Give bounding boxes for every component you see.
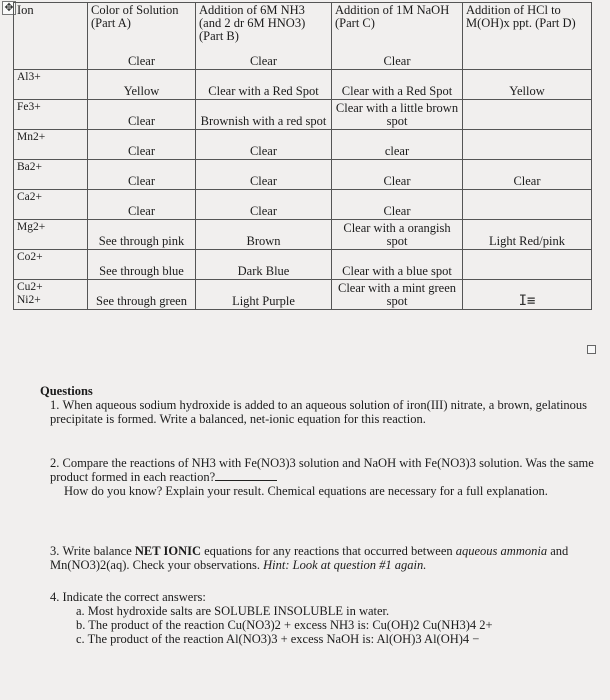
- naoh-cell[interactable]: Clear with a little brown spot: [332, 100, 463, 130]
- questions-section: [40, 384, 595, 646]
- table-row: [14, 160, 592, 190]
- hcl-cell[interactable]: [463, 130, 592, 160]
- ion-cell: Al3+: [14, 70, 88, 100]
- header-naoh: Addition of 1M NaOH (Part C) Clear: [332, 3, 463, 70]
- color-cell[interactable]: See through blue: [88, 250, 196, 280]
- nh3-cell[interactable]: Brown: [196, 220, 332, 250]
- questions-title: Questions: [40, 384, 93, 398]
- color-cell[interactable]: Clear: [88, 190, 196, 220]
- color-cell[interactable]: Clear: [88, 160, 196, 190]
- naoh-cell[interactable]: Clear with a blue spot: [332, 250, 463, 280]
- table-move-handle-icon[interactable]: ✥: [2, 1, 16, 15]
- text-cursor-icon[interactable]: I≡: [463, 280, 592, 310]
- nh3-cell[interactable]: Clear: [196, 160, 332, 190]
- table-row: [14, 100, 592, 130]
- naoh-cell[interactable]: Clear with a orangish spot: [332, 220, 463, 250]
- hcl-cell[interactable]: Clear: [463, 160, 592, 190]
- ion-cell: Cu2+ Ni2+: [14, 280, 88, 310]
- ion-cell: Mn2+: [14, 130, 88, 160]
- ion-cell: Fe3+: [14, 100, 88, 130]
- table-row: [14, 280, 592, 310]
- question-2: 2. Compare the reactions of NH3 with Fe(NO3)3 solution and NaOH with Fe(NO3)3 solution. Was the same product formed in each reaction? How do you know? Explain your result. Chemical equations are necessary for a full explanation.: [50, 456, 594, 498]
- table-resize-handle-icon[interactable]: [587, 345, 596, 354]
- question-4: 4. Indicate the correct answers: a. Most hydroxide salts are SOLUBLE INSOLUBLE in water. b. The product of the reaction Cu(NO3)2 + excess NH3 is: Cu(OH)2 Cu(NH3)4 2+ c. The product of the reaction Al(NO3)3 + excess NaOH is: Al(OH)3 Al(OH)4 −: [50, 590, 595, 646]
- question-2-text: Compare the reactions of NH3 with Fe(NO3)3 solution and NaOH with Fe(NO3)3 solution. Was the same product formed in each reaction?: [50, 456, 594, 484]
- header-hcl: Addition of HCl to M(OH)x ppt. (Part D): [463, 3, 592, 70]
- question-2-explain: How do you know? Explain your result. Chemical equations are necessary for a full explanation.: [64, 484, 548, 498]
- header-color: Color of Solution (Part A) Clear: [88, 3, 196, 70]
- question-4a[interactable]: a. Most hydroxide salts are SOLUBLE INSOLUBLE in water.: [76, 604, 390, 618]
- color-cell[interactable]: See through green: [88, 280, 196, 310]
- table-row: [14, 130, 592, 160]
- nh3-cell[interactable]: Brownish with a red spot: [196, 100, 332, 130]
- naoh-cell[interactable]: Clear with a Red Spot: [332, 70, 463, 100]
- color-cell[interactable]: See through pink: [88, 220, 196, 250]
- nh3-cell[interactable]: Clear: [196, 130, 332, 160]
- table-row: [14, 250, 592, 280]
- naoh-cell[interactable]: Clear with a mint green spot: [332, 280, 463, 310]
- question-4b[interactable]: b. The product of the reaction Cu(NO3)2 + excess NH3 is: Cu(OH)2 Cu(NH3)4 2+: [76, 618, 493, 632]
- question-4c[interactable]: c. The product of the reaction Al(NO3)3 + excess NaOH is: Al(OH)3 Al(OH)4 −: [76, 632, 480, 646]
- question-3: 3. Write balance NET IONIC equations for any reactions that occurred between aqueous ammonia and Mn(NO3)2(aq). Check your observations. Hint: Look at question #1 again.: [50, 544, 569, 572]
- table-row: [14, 190, 592, 220]
- color-cell[interactable]: Yellow: [88, 70, 196, 100]
- ion-cell: Ba2+: [14, 160, 88, 190]
- hcl-cell[interactable]: [463, 100, 592, 130]
- header-nh3: Addition of 6M NH3 (and 2 dr 6M HNO3) (Part B) Clear: [196, 3, 332, 70]
- nh3-cell[interactable]: Dark Blue: [196, 250, 332, 280]
- hcl-cell[interactable]: Light Red/pink: [463, 220, 592, 250]
- color-cell[interactable]: Clear: [88, 130, 196, 160]
- observation-table: [13, 2, 592, 310]
- nh3-cell[interactable]: Clear: [196, 190, 332, 220]
- nh3-cell[interactable]: Clear with a Red Spot: [196, 70, 332, 100]
- hcl-cell[interactable]: Yellow: [463, 70, 592, 100]
- ion-cell: Co2+: [14, 250, 88, 280]
- answer-blank[interactable]: [215, 470, 277, 481]
- ion-cell: Mg2+: [14, 220, 88, 250]
- naoh-cell[interactable]: clear: [332, 130, 463, 160]
- ion-cell: Ca2+: [14, 190, 88, 220]
- naoh-cell[interactable]: Clear: [332, 160, 463, 190]
- question-1-text: When aqueous sodium hydroxide is added to an aqueous solution of iron(III) nitrate, a brown, gelatinous precipitate is formed. Write a balanced, net-ionic equation for this reaction.: [50, 398, 588, 426]
- table-row: [14, 220, 592, 250]
- color-cell[interactable]: Clear: [88, 100, 196, 130]
- question-1: 1. When aqueous sodium hydroxide is added to an aqueous solution of iron(III) nitrate, a brown, gelatinous precipitate is formed. Write a balanced, net-ionic equation for this reaction.: [50, 398, 588, 426]
- nh3-cell[interactable]: Light Purple: [196, 280, 332, 310]
- table-row: [14, 70, 592, 100]
- header-row: [14, 3, 592, 70]
- hcl-cell[interactable]: [463, 250, 592, 280]
- question-4-text: Indicate the correct answers:: [62, 590, 206, 604]
- naoh-cell[interactable]: Clear: [332, 190, 463, 220]
- hcl-cell[interactable]: [463, 190, 592, 220]
- header-ion: Ion: [14, 3, 88, 70]
